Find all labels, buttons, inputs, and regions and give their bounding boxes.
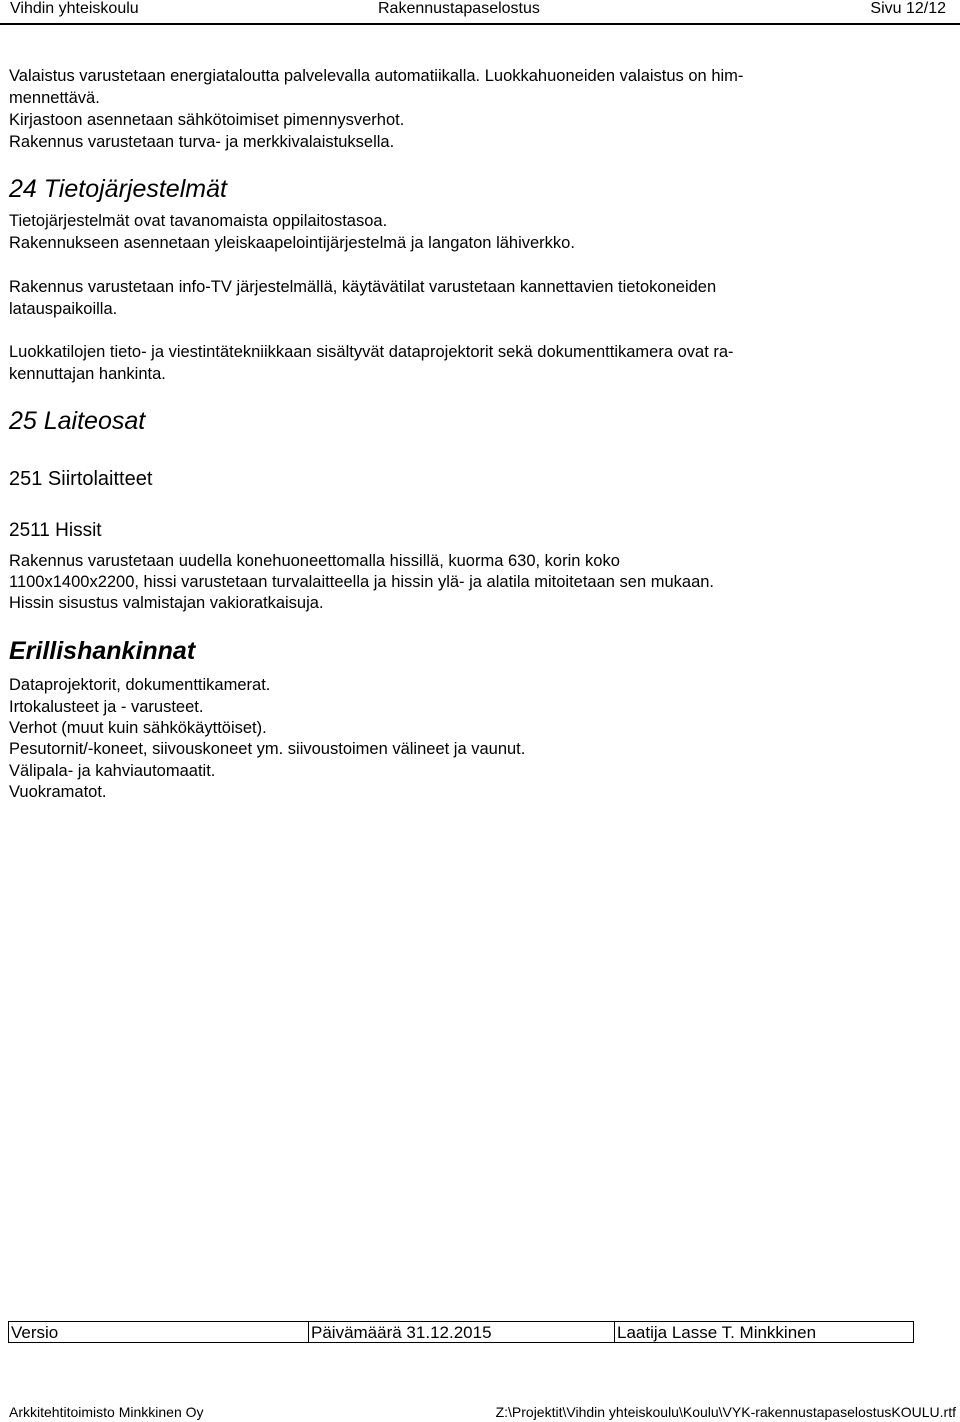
header-school-name: Vihdin yhteiskoulu (10, 0, 139, 17)
section-24-heading: 24 Tietojärjestelmät (9, 175, 227, 203)
header-document-title: Rakennustapaselostus (378, 0, 540, 17)
page-header (0, 0, 960, 24)
section-24-line: kennuttajan hankinta. (9, 365, 166, 383)
subsection-251-heading: 251 Siirtolaitteet (9, 468, 153, 490)
section-24-line: latauspaikoilla. (9, 300, 118, 318)
date-cell: Päivämäärä 31.12.2015 (309, 1322, 615, 1342)
footer-info-table (8, 1321, 914, 1343)
subsection-2511-heading: 2511 Hissit (9, 520, 102, 541)
version-cell: Versio (9, 1322, 309, 1342)
erillishankinnat-item: Pesutornit/-koneet, siivouskoneet ym. siivoustoimen välineet ja vaunut. (9, 740, 526, 758)
section-24-line: Luokkatilojen tieto- ja viestintätekniikkaan sisältyvät dataprojektorit sekä dokumenttikamera ovat ra- (9, 343, 734, 361)
section-25-line: Rakennus varustetaan uudella konehuoneettomalla hissillä, kuorma 630, korin koko (9, 552, 620, 570)
section-24-line: Tietojärjestelmät ovat tavanomaista oppilaitostasoa. (9, 212, 388, 230)
header-divider (0, 23, 960, 25)
section-25-line: 1100x1400x2200, hissi varustetaan turvalaitteella ja hissin ylä- ja alatila mitoitetaan sen mukaan. (9, 573, 715, 591)
intro-line: Valaistus varustetaan energiataloutta palvelevalla automatiikalla. Luokkahuoneiden valaistus on him- (9, 67, 744, 85)
section-25-heading: 25 Laiteosat (9, 407, 146, 435)
intro-line: Kirjastoon asennetaan sähkötoimiset pimennysverhot. (9, 111, 405, 129)
erillishankinnat-item: Verhot (muut kuin sähkökäyttöiset). (9, 719, 267, 737)
author-cell: Laatija Lasse T. Minkkinen (617, 1323, 817, 1342)
section-24-line: Rakennus varustetaan info-TV järjestelmällä, käytävätilat varustetaan kannettavien tietokoneiden (9, 278, 717, 296)
erillishankinnat-heading: Erillishankinnat (9, 637, 196, 665)
erillishankinnat-item: Dataprojektorit, dokumenttikamerat. (9, 676, 271, 694)
erillishankinnat-item: Välipala- ja kahviautomaatit. (9, 762, 216, 780)
intro-line: mennettävä. (9, 89, 100, 107)
intro-line: Rakennus varustetaan turva- ja merkkivalaistuksella. (9, 133, 395, 151)
footer-company: Arkkitehtitoimisto Minkkinen Oy (9, 1404, 204, 1420)
erillishankinnat-item: Irtokalusteet ja - varusteet. (9, 698, 204, 716)
header-page-number: Sivu 12/12 (870, 0, 946, 17)
section-25-line: Hissin sisustus valmistajan vakioratkaisuja. (9, 594, 324, 612)
section-24-line: Rakennukseen asennetaan yleiskaapelointijärjestelmä ja langaton lähiverkko. (9, 234, 575, 252)
erillishankinnat-item: Vuokramatot. (9, 783, 107, 801)
footer-file-path: Z:\Projektit\Vihdin yhteiskoulu\Koulu\VYK-rakennustapaselostusKOULU.rtf (495, 1404, 956, 1420)
